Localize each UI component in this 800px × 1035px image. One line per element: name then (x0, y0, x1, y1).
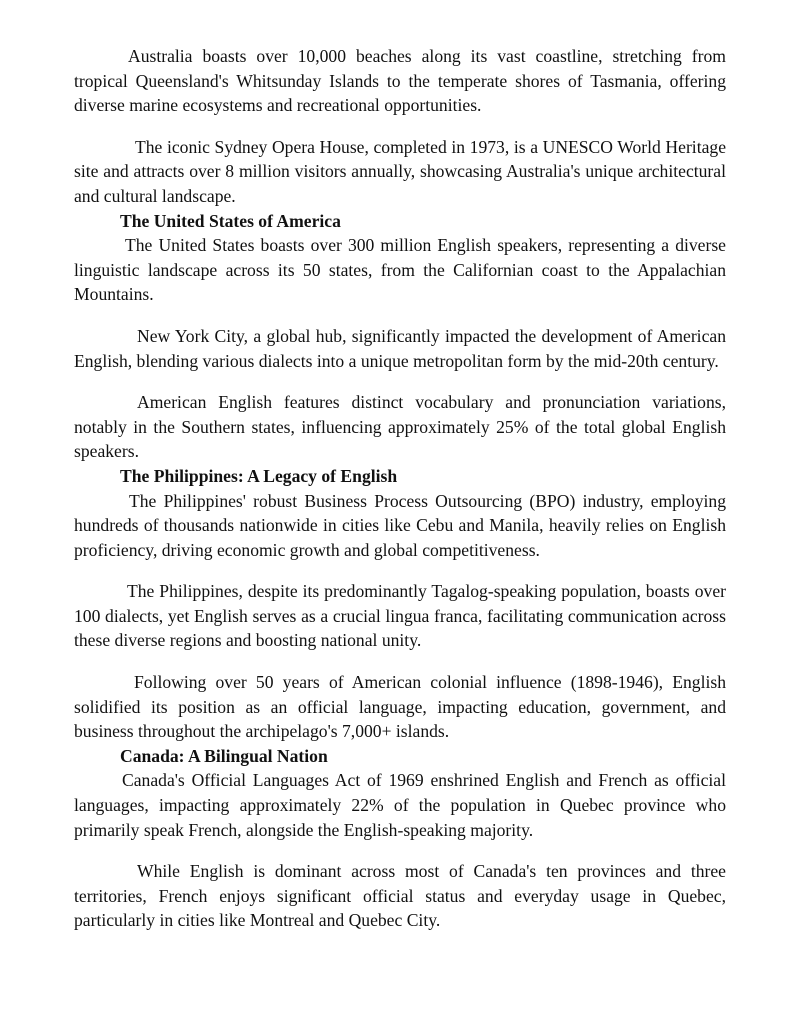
document-page (74, 44, 726, 933)
philippines-dialects-paragraph: The Philippines, despite its predominantly Tagalog-speaking population, boasts over 100 dialects, yet English serves as a crucial lingua franca, facilitating communication across these diverse regions and boosting national unity. (74, 581, 726, 651)
philippines-section-heading: The Philippines: A Legacy of English (120, 465, 398, 486)
usa-english-speakers-paragraph: The United States boasts over 300 million English speakers, representing a diverse linguistic landscape across its 50 states, from the Californian coast to the Appalachian Mountains. (74, 235, 726, 305)
new-york-city-paragraph: New York City, a global hub, significantly impacted the development of American English, blending various dialects into a unique metropolitan form by the mid-20th century. (74, 325, 726, 371)
philippines-colonial-paragraph: Following over 50 years of American colonial influence (1898-1946), English solidified its position as an official language, impacting education, government, and business throughout the archipelago's 7,000+ islands. (74, 672, 726, 742)
philippines-bpo-paragraph: The Philippines' robust Business Process Outsourcing (BPO) industry, employing hundreds of thousands nationwide in cities like Cebu and Manila, heavily relies on English proficiency, driving economic growth and global competitiveness. (74, 490, 726, 560)
canada-official-languages-paragraph: Canada's Official Languages Act of 1969 enshrined English and French as official languages, impacting approximately 22% of the population in Quebec province who primarily speak French, alongside the English-speaking majority. (74, 770, 726, 840)
canada-provinces-paragraph: While English is dominant across most of Canada's ten provinces and three territories, French enjoys significant official status and everyday usage in Quebec, particularly in cities like Montreal and Quebec City. (74, 861, 726, 931)
american-english-features-paragraph: American English features distinct vocabulary and pronunciation variations, notably in the Southern states, influencing approximately 25% of the total global English speakers. (74, 392, 726, 462)
sydney-opera-house-paragraph: The iconic Sydney Opera House, completed in 1973, is a UNESCO World Heritage site and attracts over 8 million visitors annually, showcasing Australia's unique architectural and cultural landscape. (74, 136, 726, 206)
canada-section-heading: Canada: A Bilingual Nation (120, 745, 328, 766)
usa-section-heading: The United States of America (120, 210, 341, 231)
australia-beaches-paragraph: Australia boasts over 10,000 beaches along its vast coastline, stretching from tropical Queensland's Whitsunday Islands to the temperate shores of Tasmania, offering diverse marine ecosystems and recreational opportunities. (74, 46, 726, 116)
